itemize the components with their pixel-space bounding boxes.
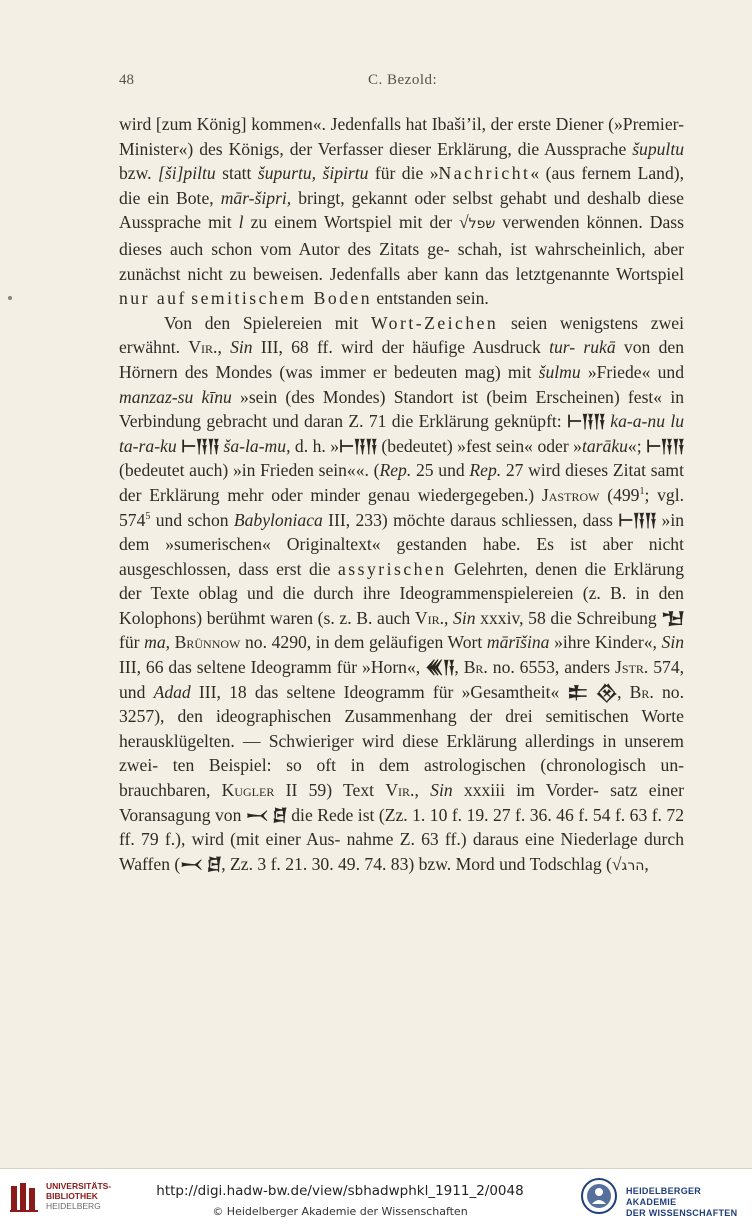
spaced-term: semitischem Boden [191, 288, 373, 309]
citation: Sin [430, 780, 453, 801]
text-line: , [217, 337, 231, 358]
margin-mark [8, 296, 12, 300]
paragraph-2 [119, 311, 684, 879]
text-line: Zz. 3 f. 21. 30. 49. 74. 83) bzw. Mord und Todschlag (√ [230, 853, 622, 874]
superscript: 5 [145, 510, 151, 522]
text-line: ihre Ideogrammenspielereien (z. B. in den Kolophons) berühmt [119, 583, 684, 628]
text-line: statt [215, 163, 258, 184]
text-line: 19. 27 f. 36. 46 f. 54 f. 63 f. 72 ff. 79 f.), wird (mit einer Aus- [119, 804, 684, 850]
text-line: xxxiv, 58 die Schreibung [475, 607, 662, 628]
term: mārīšina [486, 632, 550, 653]
cuneiform-sign: 𒈠 [661, 607, 684, 628]
text-line: no. 6553, anders [492, 657, 616, 678]
copyright-notice: © Heidelberger Akademie der Wissenschaften [212, 1205, 468, 1218]
text-line: Aussprache mit [119, 212, 239, 233]
academy-line: DER WISSENSCHAFTEN [626, 1208, 738, 1218]
text-line: Erklärung, die Aussprache [437, 138, 633, 159]
cuneiform-sign: ⊢𒀀𒀀 [618, 509, 657, 530]
term: ka-a-nu lu [610, 411, 684, 432]
university-library-name [46, 1181, 111, 1211]
term: šipirtu [322, 163, 369, 184]
text-line: , [444, 607, 454, 628]
text-line: xxxiii im Vorder- [452, 780, 599, 801]
text-line: Es ist aber nicht ausgeschlossen, dass erst die [119, 534, 684, 579]
text-line: zwei erwähnt. [119, 312, 684, 358]
term: ta-ra-ku [119, 435, 177, 456]
text-line: und schon [155, 509, 234, 530]
page-number: 48 [119, 72, 134, 88]
text-line: 25 und [415, 460, 470, 481]
term: tur- [549, 337, 576, 358]
text-line: »in dem »sumerischen« Originaltext« gestanden habe. [119, 509, 685, 555]
citation: Vir. [414, 607, 444, 628]
text-line: ; vgl. 574 [119, 484, 685, 530]
cuneiform-sign: 𒌍𒀀 [425, 657, 455, 678]
text-line: 27 wird dieses Zitat samt der Erklärung mehr [119, 460, 684, 505]
citation: Br. [629, 681, 654, 702]
text-line: bringt, gekannt oder selbst gehabt und deshalb diese [291, 187, 684, 208]
academy-seal-icon [580, 1177, 618, 1215]
ub-line: UNIVERSITÄTS- [46, 1181, 112, 1191]
citation: Babyloniaca [233, 509, 323, 530]
text-line: Schwieriger wird diese Erklärung allerdings in unserem zwei- [119, 730, 684, 776]
text-line: 574, und [119, 657, 685, 702]
text-line: (bedeutet auch) »in Frieden sein««. ( [119, 460, 380, 481]
cuneiform-sign: ⊢𒀀𒀀 [181, 435, 220, 456]
term: ša-la-mu, [223, 435, 291, 456]
text-line: , [454, 657, 464, 678]
term: mār-šipri, [220, 187, 292, 208]
citation: Adad [153, 681, 191, 702]
citation: Jastrow [541, 484, 600, 505]
citation: Vir. [188, 337, 218, 358]
citation: Brünnow [174, 632, 241, 653]
citation: Sin [230, 337, 253, 358]
superscript: 1 [639, 486, 645, 498]
text-line: Zusammenhang der drei semitischen Worte herausklügelten. — [119, 706, 684, 751]
text-line: »sein (des Mondes) [231, 386, 386, 407]
text-line: d. h. » [290, 435, 340, 456]
text-line: «; [627, 435, 647, 456]
citation: Jstr. [615, 657, 649, 678]
ub-line: HEIDELBERG [46, 1201, 101, 1211]
text-line: für »Gesamtheit« [432, 681, 568, 702]
text-line: no. 3257), den ideographischen [119, 681, 684, 727]
text-line: schah, ist wahrscheinlich, aber zunächst nicht zu beweisen. [119, 238, 684, 284]
body-text [119, 112, 684, 878]
cuneiform-sign: 𒆪 [272, 804, 287, 825]
text-line: die Rede ist (Zz. 1. 10 f. [286, 804, 463, 825]
citation: Sin [661, 632, 684, 653]
text-line: satz einer Voransagung von [119, 780, 684, 825]
term: manzaz-su kīnu [119, 386, 232, 407]
text-line: für [119, 632, 145, 653]
source-url-link[interactable]: http://digi.hadw-bw.de/view/sbhadwphkl_1911_2/0048 [156, 1183, 524, 1199]
text-line: können. Dass dieses auch schon vom Autor des Zitats ge- [119, 212, 684, 259]
spaced-term: nur auf [119, 288, 187, 309]
text-line: oder » [537, 435, 582, 456]
text-line: « (aus fernem Land), die ein Bote, [119, 163, 684, 208]
ub-line: BIBLIOTHEK [46, 1191, 98, 1201]
citation: Sin [453, 607, 476, 628]
text-line: brauchbaren, [119, 780, 222, 801]
cuneiform-sign: ⊢𒀀𒀀 [339, 435, 377, 456]
page-header [0, 72, 752, 94]
text-line: »ihre [549, 632, 591, 653]
spaced-term: Wort-Zeichen [370, 312, 499, 333]
text-line: , [644, 853, 649, 874]
cuneiform-sign: ⊢𒀀𒀀 [646, 435, 684, 456]
term: šupultu [632, 138, 684, 159]
term: [ši]piltu [158, 163, 216, 184]
text-line: nahme Z. 63 ff.) daraus eine Niederlage durch Waffen ( [119, 829, 685, 874]
term: l [238, 212, 244, 233]
text-line: oder minder genau wiedergegeben.) [271, 484, 542, 505]
term: tarāku [581, 435, 628, 456]
text-line: no. 4290, in dem geläufigen Wort [240, 632, 487, 653]
term: šulmu [538, 361, 581, 382]
term: ma [144, 632, 166, 653]
citation: Br. [463, 657, 488, 678]
text-line: verwenden [495, 212, 580, 233]
text-line: Standort ist (beim Erscheinen) fest« in Verbindung gebracht [119, 386, 685, 432]
academy-line: HEIDELBERGER AKADEMIE [626, 1186, 702, 1207]
university-library-logo-icon [8, 1180, 42, 1214]
text-line: , [221, 853, 226, 874]
text-line: II 59) Text [274, 780, 386, 801]
paragraph-1 [119, 112, 684, 311]
text-line: wird [zum König] kommen«. Jedenfalls hat Ibaši’il, der erste [119, 114, 551, 134]
text-line: III, 68 ff. wird der häufige Ausdruck [252, 337, 550, 358]
text-line: (bedeutet) »fest sein« [376, 435, 533, 456]
text-line: mag) mit [464, 361, 539, 382]
citation: Rep. [469, 460, 502, 481]
text-line: seien wenigstens [498, 312, 639, 333]
text-line: (499 [599, 484, 640, 505]
academy-name [626, 1186, 752, 1219]
hebrew-root: הרג [621, 857, 645, 874]
text-line: Diener (»Premier-Minister«) des Königs, der Verfasser dieser [119, 114, 684, 159]
cuneiform-sign: 𒁁 [180, 853, 203, 874]
citation: Kugler [221, 780, 275, 801]
text-line: III, 233) möchte daraus schliessen, dass [322, 509, 613, 530]
text-line: entstanden sein. [372, 288, 489, 309]
spaced-term: assyrischen [337, 558, 447, 579]
term: rukā [583, 337, 616, 358]
text-line: Jedenfalls aber kann das letztgenannte Wortspiel [329, 263, 684, 284]
text-line: von den Hörnern des Mondes (was immer er bedeuten [119, 337, 684, 382]
hebrew-root: שפל [468, 216, 496, 233]
spaced-term: Nachricht [438, 163, 531, 184]
text-line: Gelehrten, denen die Erklärung der Texte oblag und die durch [119, 558, 685, 604]
cuneiform-sign: ⊢𒀀𒀀 [567, 411, 605, 432]
text-line: , [165, 632, 175, 653]
term: šupurtu, [257, 163, 317, 184]
text-line: Von den Spielereien mit [164, 312, 371, 333]
cuneiform-sign: 𒊮 [595, 681, 618, 702]
text-line: und daran Z. 71 die Erklärung geknüpft: [272, 411, 568, 432]
cuneiform-sign: 𒆪 [206, 853, 222, 874]
running-head: C. Bezold: [368, 72, 438, 88]
text-line: , [617, 681, 630, 702]
text-line: für die » [368, 163, 439, 184]
citation: Vir. [385, 780, 415, 801]
text-line: bzw. [119, 163, 158, 184]
text-line: waren (s. z. B. auch [270, 607, 415, 628]
footer-bar [0, 1168, 752, 1227]
text-line: III, 66 das seltene Ideogramm für »Horn«, [119, 657, 426, 678]
citation: Rep. [379, 460, 412, 481]
text-line: zu einem Wortspiel mit der √ [243, 212, 469, 233]
text-line: ten Beispiel: so oft in dem astrologischen (chronologisch un- [172, 755, 684, 776]
text-line: »Friede« und [580, 361, 684, 382]
text-line: Kinder«, [594, 632, 662, 653]
text-line: III, 18 das seltene Ideogramm [190, 681, 425, 702]
cuneiform-sign: 𒁁 [245, 804, 268, 825]
cuneiform-sign: 𒉺 [567, 681, 588, 702]
text-line: , [414, 780, 431, 801]
